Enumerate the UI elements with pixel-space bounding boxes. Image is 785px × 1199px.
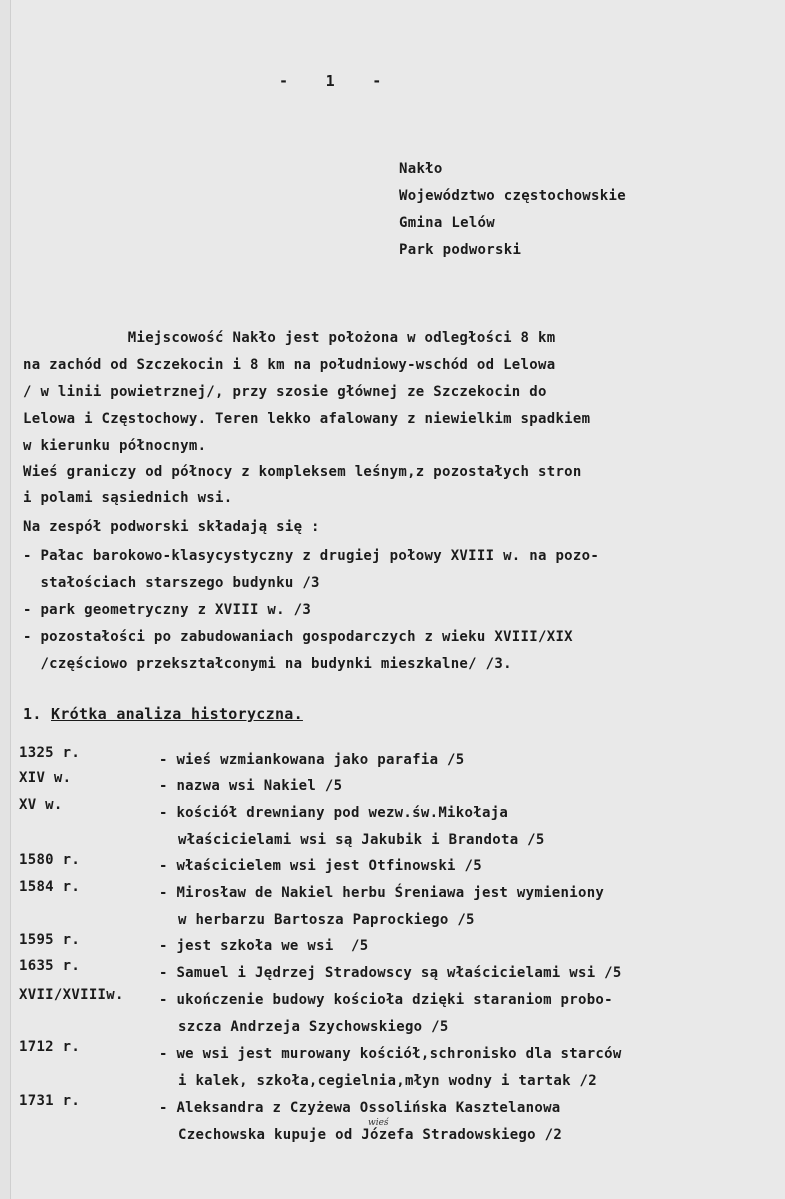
history-desc: - kościół drewniany pod wezw.św.Mikołaja: [159, 805, 509, 821]
history-year: XVII/XVIIIw.: [19, 987, 124, 1003]
address-line: Województwo częstochowskie: [399, 188, 626, 204]
history-desc: - we wsi jest murowany kościół,schronisko dla starców: [159, 1046, 622, 1062]
history-desc: - ukończenie budowy kościoła dzięki staraniom probo-: [159, 992, 613, 1008]
history-year: 1580 r.: [19, 852, 81, 868]
intro-line: Lelowa i Częstochowy. Teren lekko afalowany z niewielkim spadkiem: [23, 411, 591, 427]
history-desc: i kalek, szkoła,cegielnia,młyn wodny i tartak /2: [178, 1073, 597, 1089]
history-desc: - nazwa wsi Nakiel /5: [159, 778, 343, 794]
history-year: 1595 r.: [19, 932, 81, 948]
history-desc: Czechowska kupuje od Józefa Stradowskiego /2: [178, 1127, 563, 1143]
section-title: Krótka analiza historyczna.: [51, 705, 303, 723]
document-page: [10, 0, 785, 1199]
intro-line: / w linii powietrznej/, przy szosie głównej ze Szczekocin do: [23, 384, 547, 400]
handwritten-annotation: wieś: [368, 1118, 389, 1128]
intro-line: - Pałac barokowo-klasycystyczny z drugiej połowy XVIII w. na pozo-: [23, 548, 600, 564]
intro-line: - park geometryczny z XVIII w. /3: [23, 602, 312, 618]
history-desc: - jest szkoła we wsi /5: [159, 938, 369, 954]
history-desc: - właścicielem wsi jest Otfinowski /5: [159, 858, 482, 874]
intro-line: stałościach starszego budynku /3: [23, 575, 320, 591]
intro-line: Na zespół podworski składają się :: [23, 519, 320, 535]
section-number: 1.: [23, 705, 51, 723]
history-year: XV w.: [19, 797, 63, 813]
page-number: - 1 -: [279, 72, 382, 90]
history-year: 1731 r.: [19, 1093, 81, 1109]
history-year: 1635 r.: [19, 958, 81, 974]
intro-line: w kierunku północnym.: [23, 438, 207, 454]
address-line: Nakło: [399, 161, 443, 177]
address-line: Gmina Lelów: [399, 215, 496, 231]
history-year: XIV w.: [19, 770, 72, 786]
intro-line: Wieś graniczy od północy z kompleksem leśnym,z pozostałych stron: [23, 464, 582, 480]
history-desc: - wieś wzmiankowana jako parafia /5: [159, 752, 465, 768]
history-desc: - Aleksandra z Czyżewa Ossolińska Kasztelanowa: [159, 1100, 561, 1116]
intro-line: Miejscowość Nakło jest położona w odległości 8 km: [23, 330, 556, 346]
address-line: Park podworski: [399, 242, 522, 258]
history-year: 1712 r.: [19, 1039, 81, 1055]
intro-line: - pozostałości po zabudowaniach gospodarczych z wieku XVIII/XIX: [23, 629, 573, 645]
history-desc: w herbarzu Bartosza Paprockiego /5: [178, 912, 475, 928]
history-desc: właścicielami wsi są Jakubik i Brandota /5: [178, 832, 545, 848]
history-desc: - Mirosław de Nakiel herbu Śreniawa jest wymieniony: [159, 885, 605, 901]
history-year: 1325 r.: [19, 745, 81, 761]
history-year: 1584 r.: [19, 879, 81, 895]
history-desc: - Samuel i Jędrzej Stradowscy są właścicielami wsi /5: [159, 965, 622, 981]
history-desc: szcza Andrzeja Szychowskiego /5: [178, 1019, 449, 1035]
intro-line: /częściowo przekształconymi na budynki mieszkalne/ /3.: [23, 656, 512, 672]
intro-line: i polami sąsiednich wsi.: [23, 490, 233, 506]
intro-line: na zachód od Szczekocin i 8 km na południowy-wschód od Lelowa: [23, 357, 556, 373]
section-heading: [23, 705, 303, 723]
